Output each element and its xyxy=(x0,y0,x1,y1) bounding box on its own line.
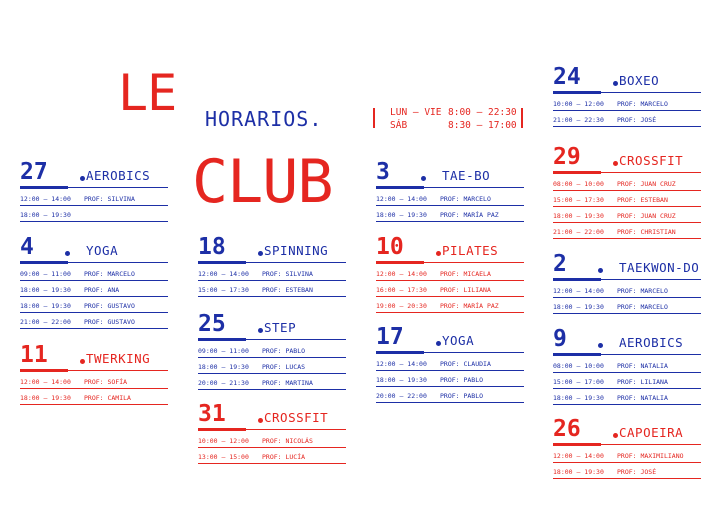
row-instructor: PROF: ESTEBAN xyxy=(262,286,313,294)
row-time: 12:00 — 14:00 xyxy=(376,360,427,368)
row-instructor: PROF: PABLO xyxy=(440,376,484,384)
schedule-row xyxy=(198,342,346,358)
schedule-row xyxy=(198,358,346,374)
class-header xyxy=(198,402,346,428)
class-block xyxy=(198,312,346,390)
bullet-dot xyxy=(65,251,70,256)
title-club: CLUB xyxy=(192,147,333,217)
hours-days-saturday: SÁB xyxy=(390,120,408,131)
row-time: 12:00 — 14:00 xyxy=(376,195,427,203)
row-time: 18:00 — 19:30 xyxy=(376,211,427,219)
row-instructor: PROF: LUCAS xyxy=(262,363,306,371)
row-time: 18:00 — 19:30 xyxy=(20,302,71,310)
row-instructor: PROF: MARÍA PAZ xyxy=(440,211,499,219)
bullet-dot xyxy=(598,343,603,348)
header-underline xyxy=(20,370,168,371)
header-underline xyxy=(553,444,701,445)
row-instructor: PROF: JOSÉ xyxy=(617,468,657,476)
schedule-row xyxy=(20,190,168,206)
hours-pipe-left xyxy=(373,108,375,128)
class-name: TAEKWON-DO xyxy=(619,260,700,275)
class-name: CAPOEIRA xyxy=(619,425,684,440)
class-day-number: 11 xyxy=(20,342,48,368)
schedule-row xyxy=(20,265,168,281)
class-day-number: 26 xyxy=(553,416,581,442)
row-instructor: PROF: MARÍA PAZ xyxy=(440,302,499,310)
schedule-row xyxy=(376,355,524,371)
schedule-row xyxy=(198,265,346,281)
class-name: AEROBICS xyxy=(619,335,684,350)
class-header xyxy=(376,325,524,351)
schedule-row xyxy=(553,373,701,389)
bullet-dot xyxy=(258,328,263,333)
class-header xyxy=(198,312,346,338)
schedule-row xyxy=(553,389,701,405)
class-day-number: 10 xyxy=(376,234,404,260)
schedule-row xyxy=(20,297,168,313)
title-le: LE xyxy=(118,64,177,122)
header-underline xyxy=(553,92,701,93)
row-instructor: PROF: ESTEBAN xyxy=(617,196,668,204)
class-header xyxy=(553,145,701,171)
row-time: 18:00 — 19:30 xyxy=(553,394,604,402)
hours-days-weekday: LUN — VIE xyxy=(390,107,442,118)
class-block xyxy=(376,160,524,222)
header-underline xyxy=(553,172,701,173)
row-instructor: PROF: LILIANA xyxy=(440,286,491,294)
schedule-row xyxy=(198,374,346,390)
class-day-number: 9 xyxy=(553,326,567,352)
row-instructor: PROF: CAMILA xyxy=(84,394,131,402)
class-header xyxy=(553,417,701,443)
class-header xyxy=(553,65,701,91)
class-header xyxy=(376,235,524,261)
class-block xyxy=(553,65,701,127)
row-time: 09:00 — 11:00 xyxy=(198,347,249,355)
schedule-row xyxy=(553,282,701,298)
schedule-row xyxy=(553,223,701,239)
bullet-dot xyxy=(613,433,618,438)
schedule-row xyxy=(553,111,701,127)
row-time: 12:00 — 14:00 xyxy=(198,270,249,278)
class-day-number: 24 xyxy=(553,64,581,90)
schedule-row xyxy=(553,357,701,373)
class-block xyxy=(376,235,524,313)
bullet-dot xyxy=(421,176,426,181)
class-header xyxy=(553,252,701,278)
schedule-row xyxy=(553,298,701,314)
class-day-number: 18 xyxy=(198,234,226,260)
class-block xyxy=(20,235,168,329)
row-instructor: PROF: SILVINA xyxy=(262,270,313,278)
row-instructor: PROF: MARTINA xyxy=(262,379,313,387)
class-name: BOXEO xyxy=(619,73,660,88)
row-time: 18:00 — 19:30 xyxy=(376,376,427,384)
row-time: 09:00 — 11:00 xyxy=(20,270,71,278)
class-block xyxy=(198,402,346,464)
header-underline xyxy=(198,339,346,340)
title-horarios: HORARIOS. xyxy=(205,107,323,131)
schedule-row xyxy=(553,191,701,207)
class-block xyxy=(376,325,524,403)
header-underline xyxy=(198,262,346,263)
schedule-row xyxy=(20,389,168,405)
row-instructor: PROF: JUAN CRUZ xyxy=(617,180,676,188)
row-instructor: PROF: MARCELO xyxy=(617,100,668,108)
row-time: 21:00 — 22:30 xyxy=(553,116,604,124)
row-instructor: PROF: GUSTAVO xyxy=(84,302,135,310)
row-instructor: PROF: SOFÍA xyxy=(84,378,128,386)
row-time: 18:00 — 19:30 xyxy=(198,363,249,371)
header-underline xyxy=(20,262,168,263)
class-block xyxy=(198,235,346,297)
row-instructor: PROF: CLAUDIA xyxy=(440,360,491,368)
row-instructor: PROF: SILVINA xyxy=(84,195,135,203)
header-underline xyxy=(376,187,524,188)
class-name: TAE-BO xyxy=(442,168,491,183)
schedule-row xyxy=(553,207,701,223)
class-header xyxy=(198,235,346,261)
bullet-dot xyxy=(613,161,618,166)
class-header xyxy=(20,235,168,261)
row-time: 12:00 — 14:00 xyxy=(20,195,71,203)
schedule-row xyxy=(198,432,346,448)
row-time: 18:00 — 19:30 xyxy=(553,468,604,476)
row-instructor: PROF: NICOLÁS xyxy=(262,437,313,445)
row-instructor: PROF: MARCELO xyxy=(84,270,135,278)
row-instructor: PROF: CHRISTIAN xyxy=(617,228,676,236)
schedule-row xyxy=(20,373,168,389)
schedule-row xyxy=(376,206,524,222)
row-time: 20:00 — 21:30 xyxy=(198,379,249,387)
class-name: CROSSFIT xyxy=(619,153,684,168)
schedule-row xyxy=(376,297,524,313)
class-name: SPINNING xyxy=(264,243,329,258)
row-time: 12:00 — 14:00 xyxy=(553,452,604,460)
schedule-row xyxy=(20,281,168,297)
row-time: 13:00 — 15:00 xyxy=(198,453,249,461)
class-name: PILATES xyxy=(442,243,499,258)
class-block xyxy=(553,327,701,405)
row-instructor: PROF: JOSÉ xyxy=(617,116,657,124)
header-underline xyxy=(553,354,701,355)
bullet-dot xyxy=(80,359,85,364)
row-instructor: PROF: PABLO xyxy=(440,392,484,400)
bullet-dot xyxy=(258,251,263,256)
class-name: AEROBICS xyxy=(86,168,151,183)
row-instructor: PROF: LILIANA xyxy=(617,378,668,386)
schedule-row xyxy=(376,281,524,297)
class-name: STEP xyxy=(264,320,297,335)
row-time: 18:00 — 19:30 xyxy=(20,211,71,219)
row-time: 15:00 — 17:30 xyxy=(198,286,249,294)
schedule-row xyxy=(198,281,346,297)
header-underline xyxy=(376,262,524,263)
class-day-number: 25 xyxy=(198,311,226,337)
class-name: YOGA xyxy=(86,243,119,258)
class-day-number: 27 xyxy=(20,159,48,185)
class-day-number: 2 xyxy=(553,251,567,277)
class-name: TWERKING xyxy=(86,351,151,366)
class-block xyxy=(20,343,168,405)
row-time: 12:00 — 14:00 xyxy=(553,287,604,295)
bullet-dot xyxy=(258,418,263,423)
class-day-number: 29 xyxy=(553,144,581,170)
row-instructor: PROF: ANA xyxy=(84,286,120,294)
row-time: 08:00 — 10:00 xyxy=(553,180,604,188)
hours-pipe-right xyxy=(521,108,523,128)
schedule-row xyxy=(198,448,346,464)
hours-time-weekday: 8:00 — 22:30 xyxy=(448,107,517,118)
row-time: 16:00 — 17:30 xyxy=(376,286,427,294)
row-instructor: PROF: MICAELA xyxy=(440,270,491,278)
class-header xyxy=(20,160,168,186)
row-time: 15:00 — 17:00 xyxy=(553,378,604,386)
row-time: 18:00 — 19:30 xyxy=(20,286,71,294)
row-instructor: PROF: PABLO xyxy=(262,347,306,355)
schedule-row xyxy=(553,95,701,111)
row-instructor: PROF: MARCELO xyxy=(440,195,491,203)
row-time: 19:00 — 20:30 xyxy=(376,302,427,310)
schedule-row xyxy=(553,175,701,191)
class-block xyxy=(553,252,701,314)
class-day-number: 4 xyxy=(20,234,34,260)
bullet-dot xyxy=(80,176,85,181)
bullet-dot xyxy=(598,268,603,273)
row-time: 18:00 — 19:30 xyxy=(553,212,604,220)
bullet-dot xyxy=(613,81,618,86)
schedule-row xyxy=(376,265,524,281)
class-header xyxy=(20,343,168,369)
schedule-row xyxy=(553,447,701,463)
class-header xyxy=(553,327,701,353)
schedule-row xyxy=(376,190,524,206)
row-time: 21:00 — 22:00 xyxy=(553,228,604,236)
class-name: YOGA xyxy=(442,333,475,348)
row-instructor: PROF: LUCÍA xyxy=(262,453,306,461)
hours-time-saturday: 8:30 — 17:00 xyxy=(448,120,517,131)
class-day-number: 3 xyxy=(376,159,390,185)
schedule-row xyxy=(553,463,701,479)
row-time: 10:00 — 12:00 xyxy=(553,100,604,108)
row-time: 21:00 — 22:00 xyxy=(20,318,71,326)
row-time: 18:00 — 19:30 xyxy=(20,394,71,402)
row-time: 15:00 — 17:30 xyxy=(553,196,604,204)
row-instructor: PROF: NATALIA xyxy=(617,394,668,402)
row-instructor: PROF: NATALIA xyxy=(617,362,668,370)
bullet-dot xyxy=(436,341,441,346)
header-underline xyxy=(376,352,524,353)
row-time: 12:00 — 14:00 xyxy=(20,378,71,386)
row-time: 10:00 — 12:00 xyxy=(198,437,249,445)
class-header xyxy=(376,160,524,186)
schedule-row xyxy=(376,387,524,403)
row-time: 18:00 — 19:30 xyxy=(553,303,604,311)
schedule-row xyxy=(20,206,168,222)
row-time: 08:00 — 10:00 xyxy=(553,362,604,370)
class-day-number: 31 xyxy=(198,401,226,427)
class-block xyxy=(553,145,701,239)
class-day-number: 17 xyxy=(376,324,404,350)
row-instructor: PROF: GUSTAVO xyxy=(84,318,135,326)
row-instructor: PROF: MARCELO xyxy=(617,287,668,295)
row-instructor: PROF: JUAN CRUZ xyxy=(617,212,676,220)
row-instructor: PROF: MARCELO xyxy=(617,303,668,311)
class-block xyxy=(20,160,168,222)
schedule-row xyxy=(20,313,168,329)
header-underline xyxy=(198,429,346,430)
row-time: 12:00 — 14:00 xyxy=(376,270,427,278)
header-underline xyxy=(20,187,168,188)
class-block xyxy=(553,417,701,479)
header-underline xyxy=(553,279,701,280)
schedule-row xyxy=(376,371,524,387)
bullet-dot xyxy=(436,251,441,256)
row-time: 20:00 — 22:00 xyxy=(376,392,427,400)
class-name: CROSSFIT xyxy=(264,410,329,425)
row-instructor: PROF: MAXIMILIANO xyxy=(617,452,684,460)
